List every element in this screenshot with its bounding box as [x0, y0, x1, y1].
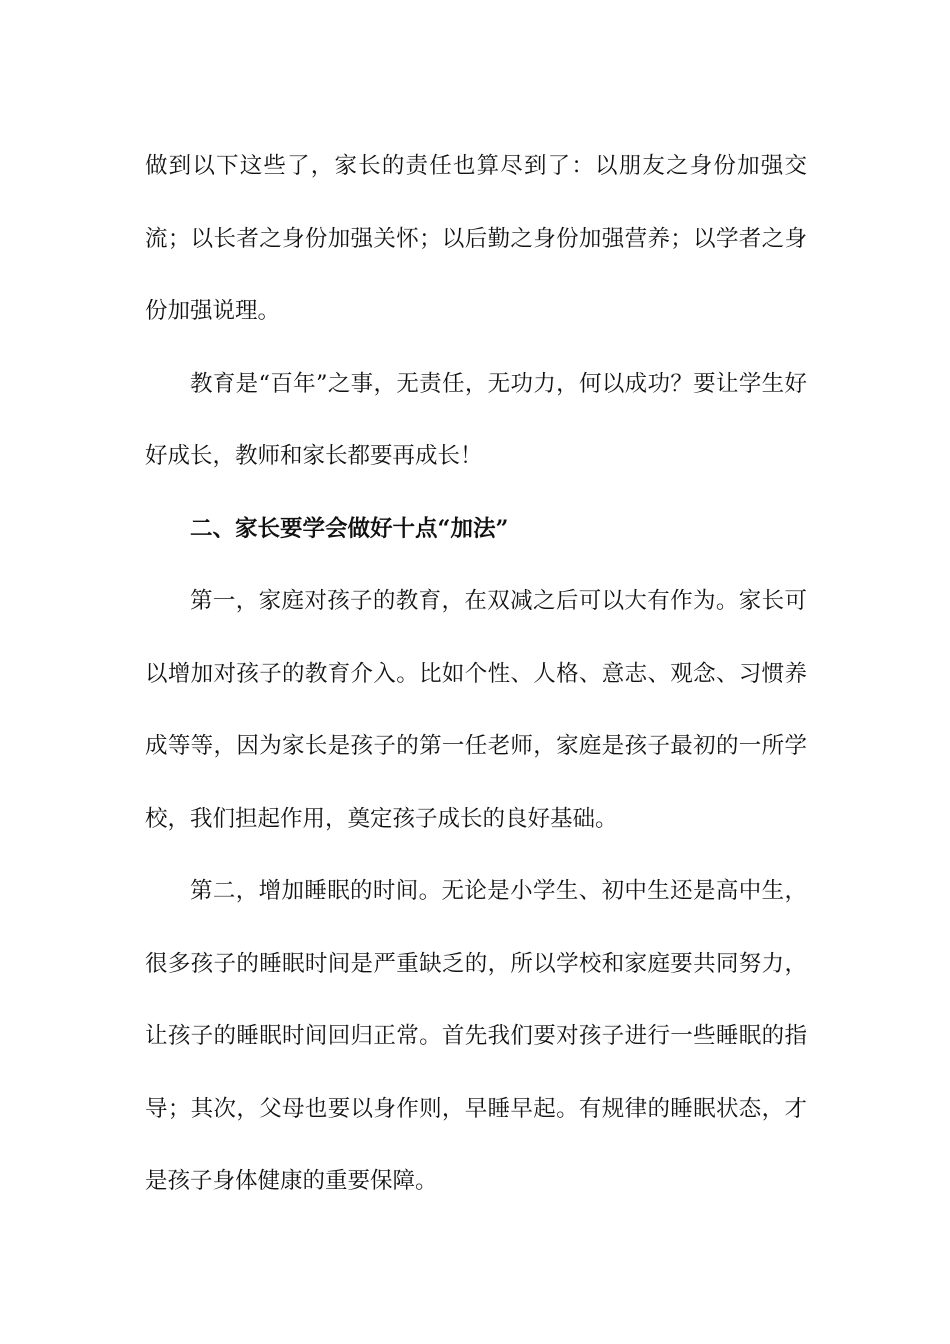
paragraph-continuation: 做到以下这些了，家长的责任也算尽到了：以朋友之身份加强交流；以长者之身份加强关怀；以后勤之身份加强营养；以学者之身份加强说理。 — [145, 153, 807, 324]
paragraph-first-point: 第一，家庭对孩子的教育，在双减之后可以大有作为。家长可以增加对孩子的教育介入。比如个性、人格、意志、观念、习惯养成等等，因为家长是孩子的第一任老师，家庭是孩子最初的一所学校，我们担起作用，奠定孩子成长的良好基础。 — [145, 588, 807, 832]
section-heading: 二、家长要学会做好十点“加法” — [190, 515, 509, 542]
paragraph-second-point: 第二，增加睡眠的时间。无论是小学生、初中生还是高中生，很多孩子的睡眠时间是严重缺乏的，所以学校和家庭要共同努力，让孩子的睡眠时间回归正常。首先我们要对孩子进行一些睡眠的指导；其次，父母也要以身作则，早睡早起。有规律的睡眠状态，才是孩子身体健康的重要保障。 — [145, 878, 807, 1194]
paragraph-education: 教育是“百年”之事，无责任，无功力，何以成功？要让学生好好成长，教师和家长都要再成长！ — [145, 370, 807, 469]
document-body — [145, 130, 807, 1218]
